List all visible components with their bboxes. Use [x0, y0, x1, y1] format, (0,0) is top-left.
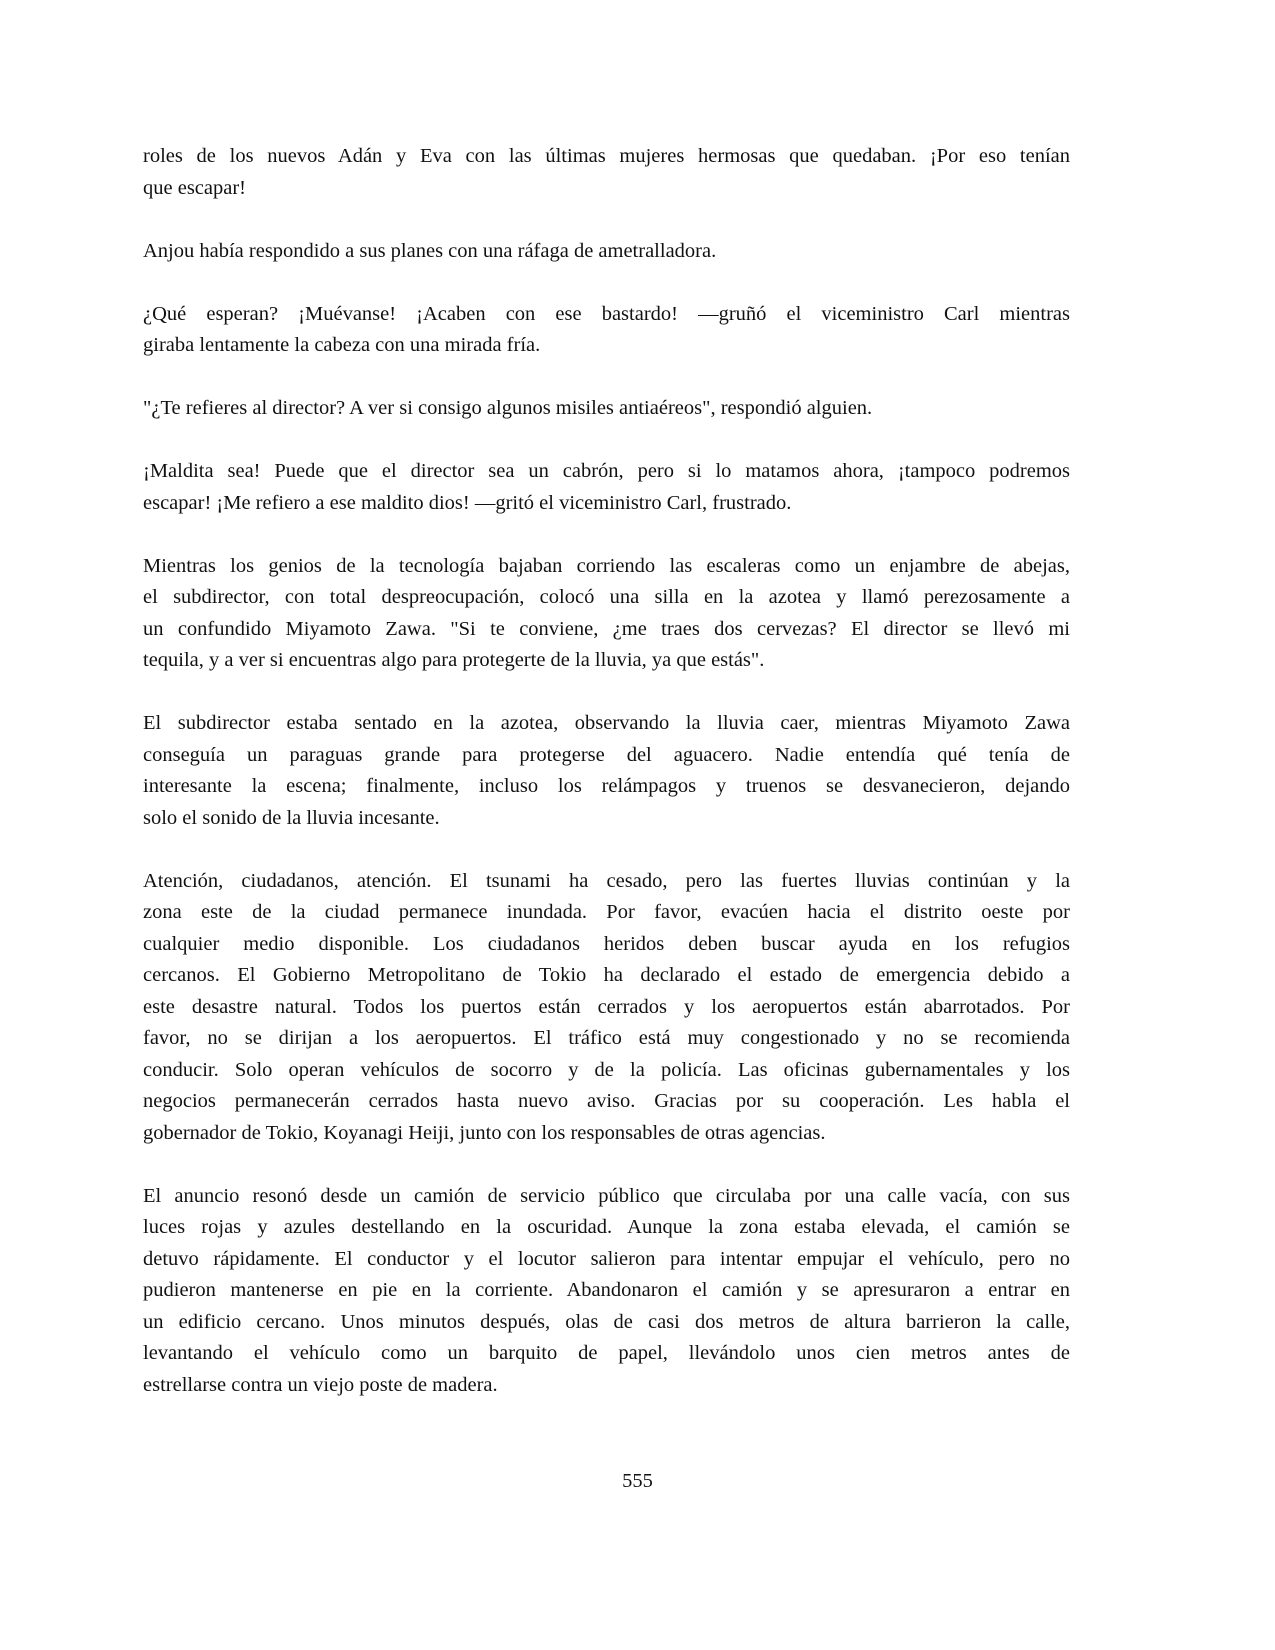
text-line: Atención, ciudadanos, atención. El tsunami ha cesado, pero las fuertes lluvias continúan y la: [143, 869, 1070, 892]
text-line: gobernador de Tokio, Koyanagi Heiji, junto con los responsables de otras agencias.: [143, 1121, 826, 1144]
text-line: pudieron mantenerse en pie en la corriente. Abandonaron el camión y se apresuraron a entrar en: [143, 1279, 1070, 1301]
text-line: interesante la escena; finalmente, incluso los relámpagos y truenos se desvanecieron, dejando: [143, 775, 1070, 797]
text-line: zona este de la ciudad permanece inundada. Por favor, evacúen hacia el distrito oeste por: [143, 901, 1070, 923]
page-body: [143, 141, 1070, 1433]
paragraph: [143, 299, 1070, 362]
text-line: el subdirector, con total despreocupación, colocó una silla en la azotea y llamó perezosamente a: [143, 586, 1070, 608]
text-line: detuvo rápidamente. El conductor y el locutor salieron para intentar empujar el vehículo, pero no: [143, 1247, 1070, 1270]
text-line: un confundido Miyamoto Zawa. "Si te conviene, ¿me traes dos cervezas? El director se llevó mi: [143, 617, 1070, 640]
paragraph: [143, 708, 1070, 834]
text-line: "¿Te refieres al director? A ver si consigo algunos misiles antiaéreos", respondió alguien.: [143, 397, 873, 419]
text-line: roles de los nuevos Adán y Eva con las últimas mujeres hermosas que quedaban. ¡Por eso tenían: [143, 145, 1070, 167]
paragraph: [143, 141, 1070, 204]
text-line: conducir. Solo operan vehículos de socorro y de la policía. Las oficinas gubernamentales y los: [143, 1058, 1070, 1081]
text-line: favor, no se dirijan a los aeropuertos. El tráfico está muy congestionado y no se recomienda: [143, 1027, 1070, 1049]
text-line: luces rojas y azules destellando en la oscuridad. Aunque la zona estaba elevada, el camión se: [143, 1216, 1070, 1238]
text-line: conseguía un paraguas grande para protegerse del aguacero. Nadie entendía qué tenía de: [143, 743, 1070, 766]
text-line: levantando el vehículo como un barquito de papel, llevándolo unos cien metros antes de: [143, 1342, 1070, 1364]
paragraph: [143, 866, 1070, 1150]
text-line: giraba lentamente la cabeza con una mirada fría.: [143, 334, 541, 356]
text-line: cercanos. El Gobierno Metropolitano de Tokio ha declarado el estado de emergencia debido a: [143, 964, 1070, 986]
paragraph: [143, 236, 1070, 268]
text-line: un edificio cercano. Unos minutos después, olas de casi dos metros de altura barrieron la calle,: [143, 1310, 1070, 1333]
paragraph: [143, 1181, 1070, 1402]
page-number: 555: [622, 1470, 653, 1492]
paragraph: [143, 456, 1070, 519]
text-line: cualquier medio disponible. Los ciudadanos heridos deben buscar ayuda en los refugios: [143, 932, 1070, 955]
text-line: Anjou había respondido a sus planes con una ráfaga de ametralladora.: [143, 239, 717, 262]
text-line: escapar! ¡Me refiero a ese maldito dios! —gritó el viceministro Carl, frustrado.: [143, 491, 792, 514]
text-line: este desastre natural. Todos los puertos están cerrados y los aeropuertos están abarrotados. Por: [143, 995, 1070, 1018]
paragraph: [143, 393, 1070, 425]
text-line: solo el sonido de la lluvia incesante.: [143, 806, 440, 829]
paragraph: [143, 551, 1070, 677]
text-line: El anuncio resonó desde un camión de servicio público que circulaba por una calle vacía, con sus: [143, 1184, 1070, 1207]
text-line: ¿Qué esperan? ¡Muévanse! ¡Acaben con ese bastardo! —gruñó el viceministro Carl mientras: [143, 302, 1070, 325]
text-line: que escapar!: [143, 176, 247, 199]
text-line: El subdirector estaba sentado en la azotea, observando la lluvia caer, mientras Miyamoto Zawa: [143, 712, 1070, 734]
text-line: tequila, y a ver si encuentras algo para protegerte de la lluvia, ya que estás".: [143, 649, 765, 671]
text-line: negocios permanecerán cerrados hasta nuevo aviso. Gracias por su cooperación. Les habla el: [143, 1090, 1070, 1112]
text-line: Mientras los genios de la tecnología bajaban corriendo las escaleras como un enjambre de abejas,: [143, 554, 1070, 577]
text-line: estrellarse contra un viejo poste de madera.: [143, 1373, 498, 1396]
text-line: ¡Maldita sea! Puede que el director sea un cabrón, pero si lo matamos ahora, ¡tampoco podremos: [143, 460, 1070, 482]
